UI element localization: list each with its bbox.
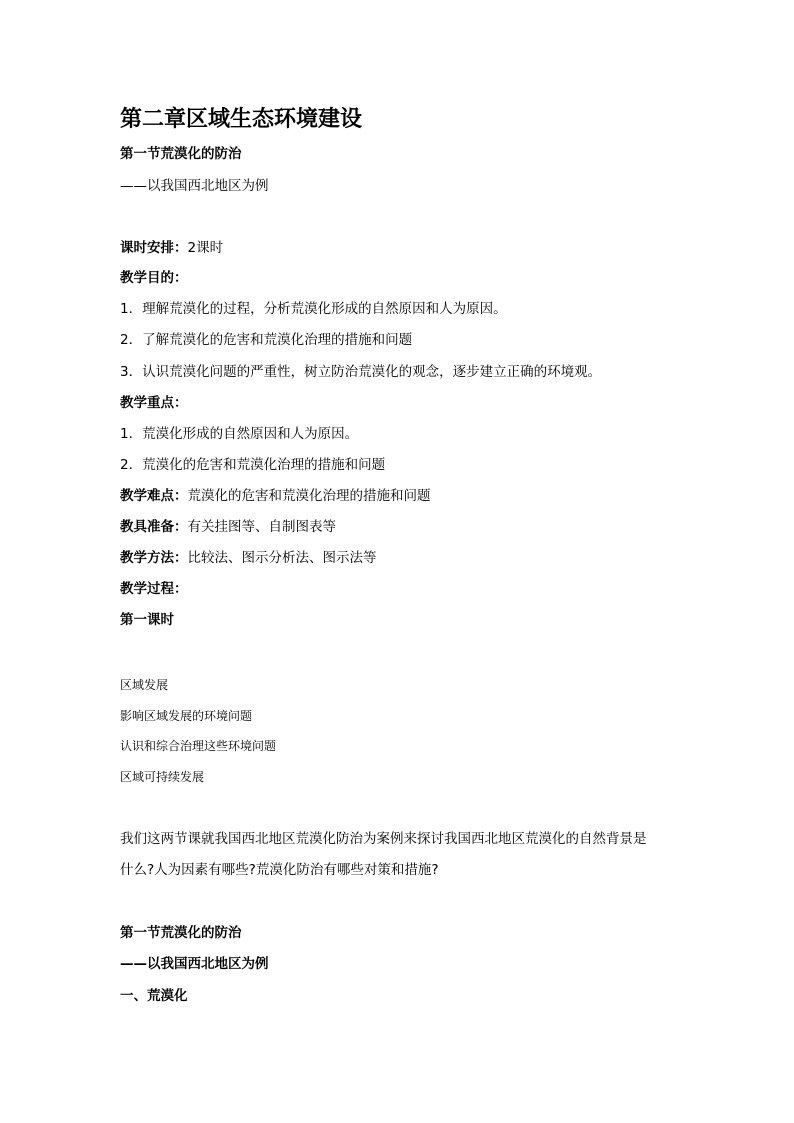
intro-paragraph-line: 我们这两节课就我国西北地区荒漠化防治为案例来探讨我国西北地区荒漠化的自然背景是 xyxy=(120,831,647,847)
outline-item: 区域发展 xyxy=(120,678,169,692)
process-label: 教学过程： xyxy=(120,581,188,597)
key-points-label: 教学重点： xyxy=(120,395,188,411)
schedule-value: 2课时 xyxy=(187,240,224,256)
outline-item: 区域可持续发展 xyxy=(120,770,205,784)
objectives-label: 教学目的： xyxy=(120,270,188,286)
section-heading: 第一节荒漠化的防治 xyxy=(120,146,242,162)
objective-item: 3．认识荒漠化问题的严重性，树立防治荒漠化的观念，逐步建立正确的环境观。 xyxy=(120,364,602,380)
section-heading-repeat: 第一节荒漠化的防治 xyxy=(120,925,242,941)
outline-item: 影响区域发展的环境问题 xyxy=(120,709,253,723)
methods-label: 教学方法： xyxy=(120,550,188,566)
tools-line xyxy=(120,521,336,535)
chapter-title: 第二章区域生态环境建设 xyxy=(120,106,363,132)
part-heading: 一、荒漠化 xyxy=(120,988,188,1004)
tools-label: 教具准备： xyxy=(120,519,188,535)
difficulty-value: 荒漠化的危害和荒漠化治理的措施和问题 xyxy=(187,488,431,504)
schedule-label: 课时安排： xyxy=(120,240,188,256)
lesson-label: 第一课时 xyxy=(120,612,174,628)
methods-line xyxy=(120,552,377,566)
outline-item: 认识和综合治理这些环境问题 xyxy=(120,739,277,753)
objective-item: 2．了解荒漠化的危害和荒漠化治理的措施和问题 xyxy=(120,332,413,348)
methods-value: 比较法、图示分析法、图示法等 xyxy=(187,550,377,566)
difficulty-label: 教学难点： xyxy=(120,488,188,504)
section-subtitle: ——以我国西北地区为例 xyxy=(120,178,269,194)
schedule-line xyxy=(120,242,223,256)
key-point-item: 1．荒漠化形成的自然原因和人为原因。 xyxy=(120,426,359,442)
difficulty-line xyxy=(120,490,431,504)
objective-item: 1．理解荒漠化的过程，分析荒漠化形成的自然原因和人为原因。 xyxy=(120,301,507,317)
section-subtitle-repeat: ——以我国西北地区为例 xyxy=(120,956,269,972)
tools-value: 有关挂图等、自制图表等 xyxy=(187,519,336,535)
intro-paragraph-line: 什么?人为因素有哪些?荒漠化防治有哪些对策和措施? xyxy=(120,862,439,878)
key-point-item: 2．荒漠化的危害和荒漠化治理的措施和问题 xyxy=(120,457,386,473)
